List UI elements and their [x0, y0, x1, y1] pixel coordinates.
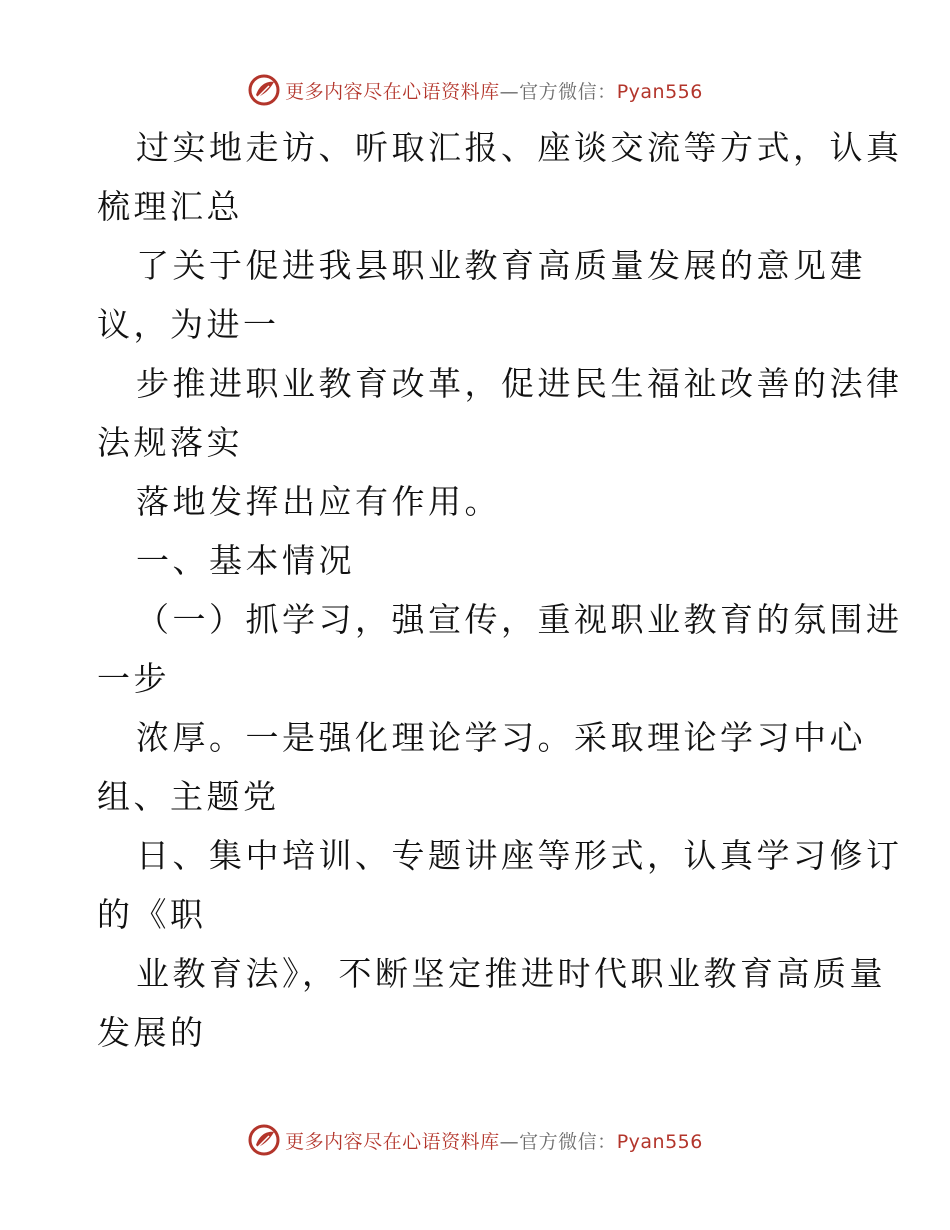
paragraph-line: 了关于促进我县职业教育高质量发展的意见建: [136, 246, 866, 285]
paragraph-line: 落地发挥出应有作用。: [136, 482, 501, 521]
watermark-text: 更多内容尽在心语资料库—官方微信：Pyan556: [285, 1130, 703, 1153]
paragraph-line: 浓厚。一是强化理论学习。采取理论学习中心: [136, 718, 866, 757]
paragraph-line: 步推进职业教育改革，促进民生福祉改善的法律: [136, 364, 903, 403]
watermark-text: 更多内容尽在心语资料库—官方微信：Pyan556: [285, 80, 703, 103]
document-body: [97, 118, 903, 1062]
paragraph-line: 议，为进一: [97, 305, 280, 344]
leaf-seal-logo-icon: [247, 73, 281, 107]
paragraph-line: 日、集中培训、专题讲座等形式，认真学习修订: [136, 836, 903, 875]
section-heading: 一、基本情况: [136, 541, 355, 580]
paragraph-line: 过实地走访、听取汇报、座谈交流等方式，认真: [136, 128, 903, 167]
paragraph-line: 组、主题党: [97, 777, 280, 816]
subsection-heading: （一）抓学习，强宣传，重视职业教育的氛围进: [136, 600, 903, 639]
footer-watermark: [0, 1122, 950, 1158]
paragraph-line: 的《职: [97, 895, 207, 934]
paragraph-line: 法规落实: [97, 423, 243, 462]
paragraph-line: 一步: [97, 659, 170, 698]
paragraph-line: 发展的: [97, 1013, 207, 1052]
paragraph-line: 梳理汇总: [97, 187, 243, 226]
header-watermark: [0, 72, 950, 108]
leaf-seal-logo-icon: [247, 1123, 281, 1157]
paragraph-line: 业教育法》，不断坚定推进时代职业教育高质量: [136, 954, 886, 993]
